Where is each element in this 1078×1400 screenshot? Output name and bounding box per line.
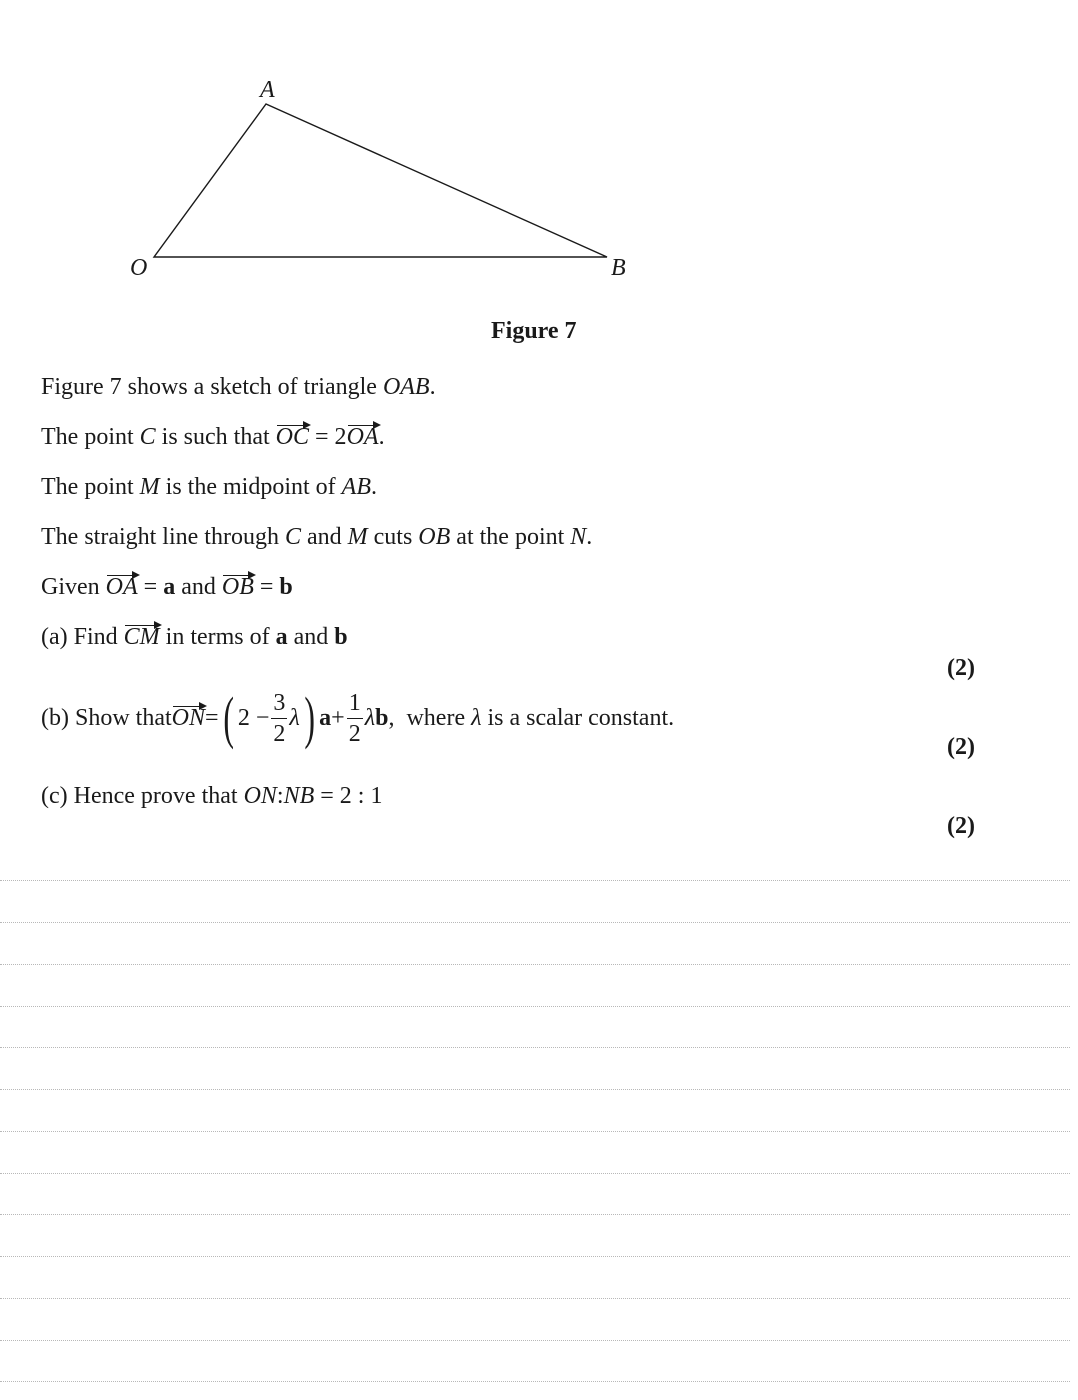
point-c-ref: C xyxy=(284,524,301,550)
vector-b: b xyxy=(279,574,293,600)
answer-line[interactable] xyxy=(0,1340,1070,1341)
part-a-text: Find xyxy=(73,624,124,650)
stem-1-end: . xyxy=(429,374,436,400)
paren-open: ( xyxy=(222,685,234,750)
stem-4-text: The straight line through xyxy=(41,524,285,550)
stem-2-end: . xyxy=(378,424,385,450)
answer-line[interactable] xyxy=(0,1298,1070,1299)
part-a xyxy=(41,624,348,651)
ratio-colon: : xyxy=(276,783,284,809)
vertex-label-a: A xyxy=(260,77,275,103)
stem-5-eq1: = xyxy=(137,574,164,600)
triangle-name: OAB xyxy=(382,374,430,400)
stem-line-3 xyxy=(41,474,377,501)
stem-line-4 xyxy=(41,524,592,551)
segment-ab: AB xyxy=(341,474,371,500)
triangle-oab xyxy=(154,104,607,257)
segment-ob: OB xyxy=(418,524,451,550)
part-c-text: Hence prove that xyxy=(73,783,244,809)
part-a-marks: (2) xyxy=(947,655,975,681)
stem-4-end: . xyxy=(586,524,593,550)
vector-oc: OC xyxy=(275,424,310,450)
part-b-plus: + xyxy=(331,704,345,731)
stem-2-eq: = 2 xyxy=(309,424,347,450)
lambda-2: λ xyxy=(364,704,376,731)
answer-line[interactable] xyxy=(0,1006,1070,1007)
stem-5-and: and xyxy=(175,574,222,600)
ratio-on: ON xyxy=(243,783,277,809)
ratio-nb: NB xyxy=(283,783,315,809)
part-b-eq: = xyxy=(205,704,219,731)
stem-3-text: The point xyxy=(41,474,140,500)
answer-line[interactable] xyxy=(0,922,1070,923)
vector-oa: OA xyxy=(346,424,379,450)
paren-close: ) xyxy=(304,685,315,750)
answer-line[interactable] xyxy=(0,1047,1070,1048)
part-b-comma: , xyxy=(388,704,395,731)
fraction-one-half xyxy=(347,691,363,746)
part-b-text: Show that xyxy=(74,704,172,731)
stem-3-end: . xyxy=(370,474,377,500)
stem-4-mid2: at the point xyxy=(450,524,571,550)
vertex-label-o: O xyxy=(130,255,148,281)
vertex-label-b: B xyxy=(611,255,626,281)
stem-5-eq2: = xyxy=(253,574,280,600)
fraction-three-halves xyxy=(271,691,287,746)
part-b-two: 2 − xyxy=(237,704,270,731)
stem-3-mid: is the midpoint of xyxy=(159,474,342,500)
answer-line[interactable] xyxy=(0,964,1070,965)
part-c-eq: = 2 : 1 xyxy=(314,783,383,809)
point-n: N xyxy=(570,524,587,550)
point-m: M xyxy=(139,474,160,500)
figure-caption: Figure 7 xyxy=(491,318,577,344)
part-b-label: (b) xyxy=(41,704,69,731)
vector-a: a xyxy=(163,574,176,600)
part-b-a: a xyxy=(319,704,332,731)
point-m-ref: M xyxy=(347,524,368,550)
answer-line[interactable] xyxy=(0,1214,1070,1215)
vector-ob-given: OB xyxy=(221,574,254,600)
part-b-where: where xyxy=(394,704,472,731)
stem-1-text: Figure 7 shows a sketch of triangle xyxy=(41,374,383,400)
stem-2-mid: is such that xyxy=(155,424,276,450)
answer-line[interactable] xyxy=(0,880,1070,881)
part-c-label: (c) xyxy=(41,783,68,809)
part-a-and: and xyxy=(287,624,335,650)
point-c: C xyxy=(139,424,156,450)
part-b-marks: (2) xyxy=(947,734,975,760)
stem-line-5 xyxy=(41,574,293,601)
answer-line[interactable] xyxy=(0,1131,1070,1132)
lambda-1: λ xyxy=(289,704,300,731)
vector-on: ON xyxy=(171,704,205,731)
vector-oa-given: OA xyxy=(105,574,138,600)
stem-2-text: The point xyxy=(41,424,140,450)
answer-line[interactable] xyxy=(0,1173,1070,1174)
part-c xyxy=(41,783,382,810)
frac1-denominator: 2 xyxy=(273,720,286,747)
vector-cm: CM xyxy=(123,624,160,650)
answer-line[interactable] xyxy=(0,1256,1070,1257)
answer-line[interactable] xyxy=(0,1381,1070,1382)
stem-5-text: Given xyxy=(41,574,106,600)
part-b-b: b xyxy=(375,704,389,731)
frac2-denominator: 2 xyxy=(348,720,361,747)
frac2-numerator: 1 xyxy=(347,691,363,719)
stem-line-2 xyxy=(41,424,385,451)
part-b xyxy=(41,685,675,750)
part-a-mid: in terms of xyxy=(165,624,276,650)
stem-line-1 xyxy=(41,374,436,401)
part-a-b: b xyxy=(334,624,348,650)
lambda-3: λ xyxy=(471,704,482,731)
frac1-numerator: 3 xyxy=(271,691,287,719)
triangle-oab-figure xyxy=(0,0,1078,300)
stem-4-and: and xyxy=(300,524,348,550)
answer-line[interactable] xyxy=(0,1089,1070,1090)
part-b-post: is a scalar constant. xyxy=(481,704,675,731)
part-a-label: (a) xyxy=(41,624,68,650)
part-c-marks: (2) xyxy=(947,813,975,839)
part-a-a: a xyxy=(275,624,288,650)
stem-4-mid: cuts xyxy=(367,524,419,550)
